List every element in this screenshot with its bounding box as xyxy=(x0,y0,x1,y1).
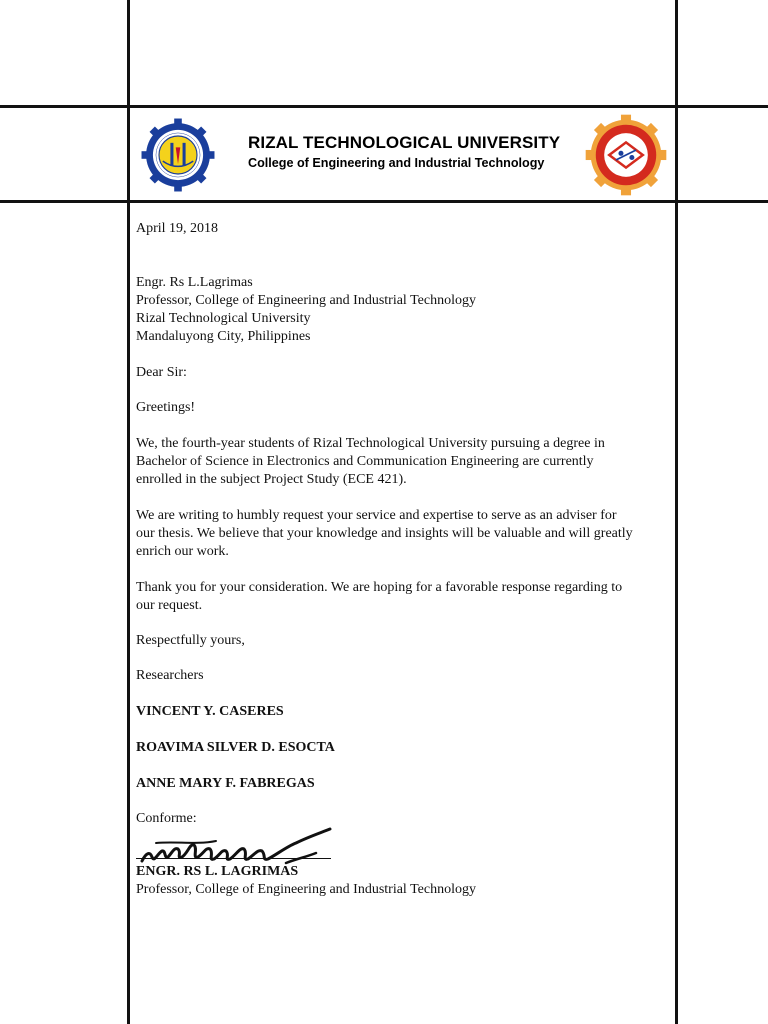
signatory-name: ENGR. RS L. LAGRIMAS xyxy=(136,864,299,879)
paragraph2-line2: our thesis. We believe that your knowledge and insights will be valuable and will greatly xyxy=(136,526,633,541)
paragraph1-line1: We, the fourth-year students of Rizal Technological University pursuing a degree in xyxy=(136,436,605,451)
letter-date: April 19, 2018 xyxy=(136,221,219,236)
paragraph1-line2: Bachelor of Science in Electronics and Communication Engineering are currently xyxy=(136,454,594,469)
salutation: Dear Sir: xyxy=(136,365,187,380)
ceit-gear-logo xyxy=(584,113,668,197)
paragraph1-line3: enrolled in the subject Project Study (ECE 421). xyxy=(136,472,407,487)
university-name: RIZAL TECHNOLOGICAL UNIVERSITY xyxy=(248,133,561,152)
paragraph2-line1: We are writing to humbly request your service and expertise to serve as an adviser for xyxy=(136,508,617,523)
paragraph3-line2: our request. xyxy=(136,598,203,613)
researchers-label: Researchers xyxy=(136,668,204,683)
closing: Respectfully yours, xyxy=(136,633,245,648)
paragraph3-line1: Thank you for your consideration. We are hoping for a favorable response regarding to xyxy=(136,580,623,595)
recipient-title: Professor, College of Engineering and Industrial Technology xyxy=(136,293,476,308)
recipient-address: Mandaluyong City, Philippines xyxy=(136,329,311,344)
recipient-name: Engr. Rs L.Lagrimas xyxy=(136,275,253,290)
greeting: Greetings! xyxy=(136,400,196,415)
rtu-seal-logo xyxy=(140,117,216,193)
left-border-line xyxy=(127,0,130,1024)
header-top-rule xyxy=(0,105,768,108)
college-name: College of Engineering and Industrial Technology xyxy=(248,156,545,170)
researcher-name: VINCENT Y. CASERES xyxy=(136,704,284,719)
signatory-title: Professor, College of Engineering and Industrial Technology xyxy=(136,882,476,897)
conforme-label: Conforme: xyxy=(136,811,197,826)
researcher-name: ANNE MARY F. FABREGAS xyxy=(136,776,315,791)
header-bottom-rule xyxy=(0,200,768,203)
recipient-institution: Rizal Technological University xyxy=(136,311,311,326)
researcher-name: ROAVIMA SILVER D. ESOCTA xyxy=(136,740,335,755)
paragraph2-line3: enrich our work. xyxy=(136,544,229,559)
